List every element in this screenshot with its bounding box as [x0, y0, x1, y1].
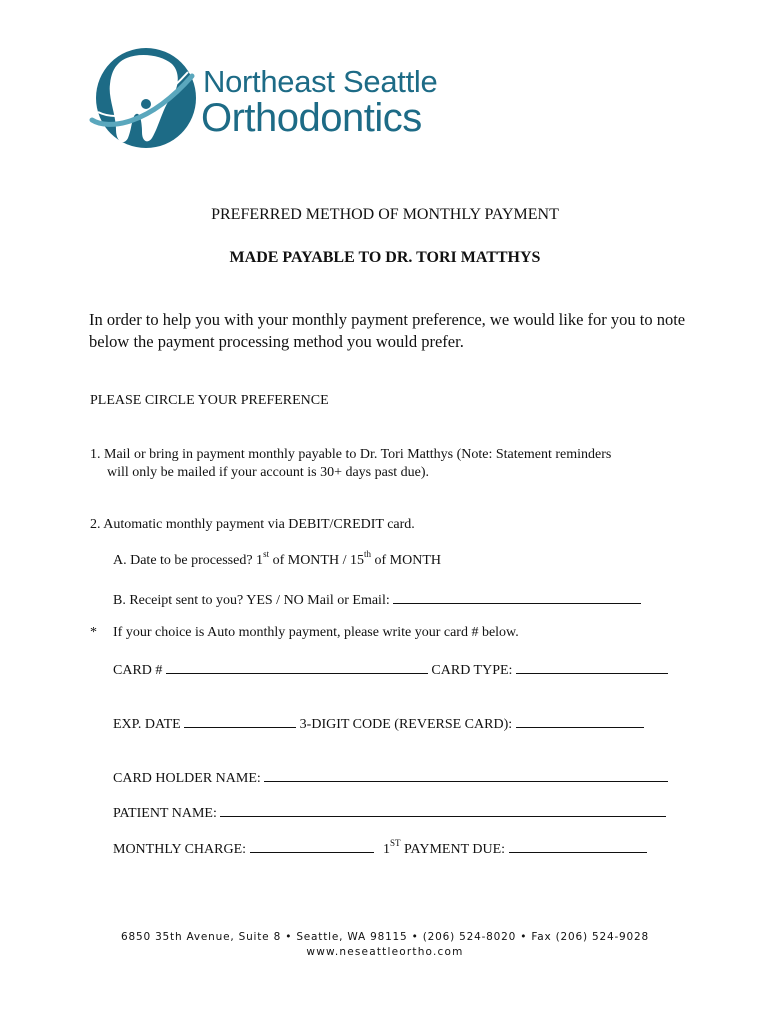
- first-payment-prefix: 1: [383, 842, 391, 857]
- footer-address: 6850 35th Avenue, Suite 8 • Seattle, WA 98115 • (206) 524-8020 • Fax (206) 524-9028: [121, 931, 649, 943]
- monthly-field[interactable]: [250, 839, 374, 853]
- payable-heading: MADE PAYABLE TO DR. TORI MATTHYS: [229, 249, 541, 266]
- holder-label: CARD HOLDER NAME:: [113, 771, 261, 786]
- option2-a-sup1: st: [263, 549, 270, 560]
- footer-website: www.neseattleortho.com: [306, 946, 464, 958]
- exp-code-row: [113, 714, 644, 733]
- card-number-row: [113, 660, 668, 679]
- logo-text-line1: Northeast Seattle: [203, 64, 438, 99]
- holder-field[interactable]: [264, 768, 668, 782]
- code-field[interactable]: [516, 714, 644, 728]
- logo-text-line2: Orthodontics: [201, 96, 422, 140]
- note-star: *: [90, 625, 97, 640]
- page-title: PREFERRED METHOD OF MONTHLY PAYMENT: [211, 206, 559, 223]
- first-payment-sup: ST: [390, 838, 401, 849]
- option2-b: [113, 590, 641, 609]
- option1-line2: will only be mailed if your account is 30+ days past due).: [107, 465, 430, 480]
- note-text: If your choice is Auto monthly payment, please write your card # below.: [113, 625, 519, 640]
- card-number-label: CARD #: [113, 663, 163, 678]
- option2-a-mid: of MONTH / 15: [269, 553, 364, 568]
- intro-paragraph: In order to help you with your monthly payment preference, we would like for you to note below the payment processing method you would prefer.: [89, 310, 686, 351]
- charge-row: [113, 839, 647, 858]
- code-label: 3-DIGIT CODE (REVERSE CARD):: [299, 717, 513, 732]
- patient-field[interactable]: [220, 803, 666, 817]
- card-number-field[interactable]: [166, 660, 428, 674]
- option2-a-suffix: of MONTH: [370, 553, 441, 568]
- card-type-field[interactable]: [516, 660, 668, 674]
- option2-a-sup2: th: [363, 549, 371, 560]
- exp-date-label: EXP. DATE: [113, 717, 181, 732]
- option2-a: [113, 549, 441, 569]
- option1-line1: 1. Mail or bring in payment monthly payable to Dr. Tori Matthys (Note: Statement reminders: [90, 447, 612, 462]
- logo-mark: [88, 42, 200, 150]
- option2-title: 2. Automatic monthly payment via DEBIT/CREDIT card.: [90, 517, 415, 532]
- monthly-label: MONTHLY CHARGE:: [113, 842, 247, 857]
- exp-date-field[interactable]: [184, 714, 296, 728]
- holder-row: [113, 768, 668, 787]
- email-field[interactable]: [393, 590, 641, 604]
- option2-a-prefix: A. Date to be processed? 1: [113, 553, 264, 568]
- patient-label: PATIENT NAME:: [113, 806, 217, 821]
- first-payment-label: PAYMENT DUE:: [400, 842, 506, 857]
- option2-b-label: B. Receipt sent to you? YES / NO Mail or Email:: [113, 593, 390, 608]
- instruction-text: PLEASE CIRCLE YOUR PREFERENCE: [90, 393, 329, 408]
- patient-row: [113, 803, 666, 822]
- first-payment-field[interactable]: [509, 839, 647, 853]
- card-type-label: CARD TYPE:: [431, 663, 513, 678]
